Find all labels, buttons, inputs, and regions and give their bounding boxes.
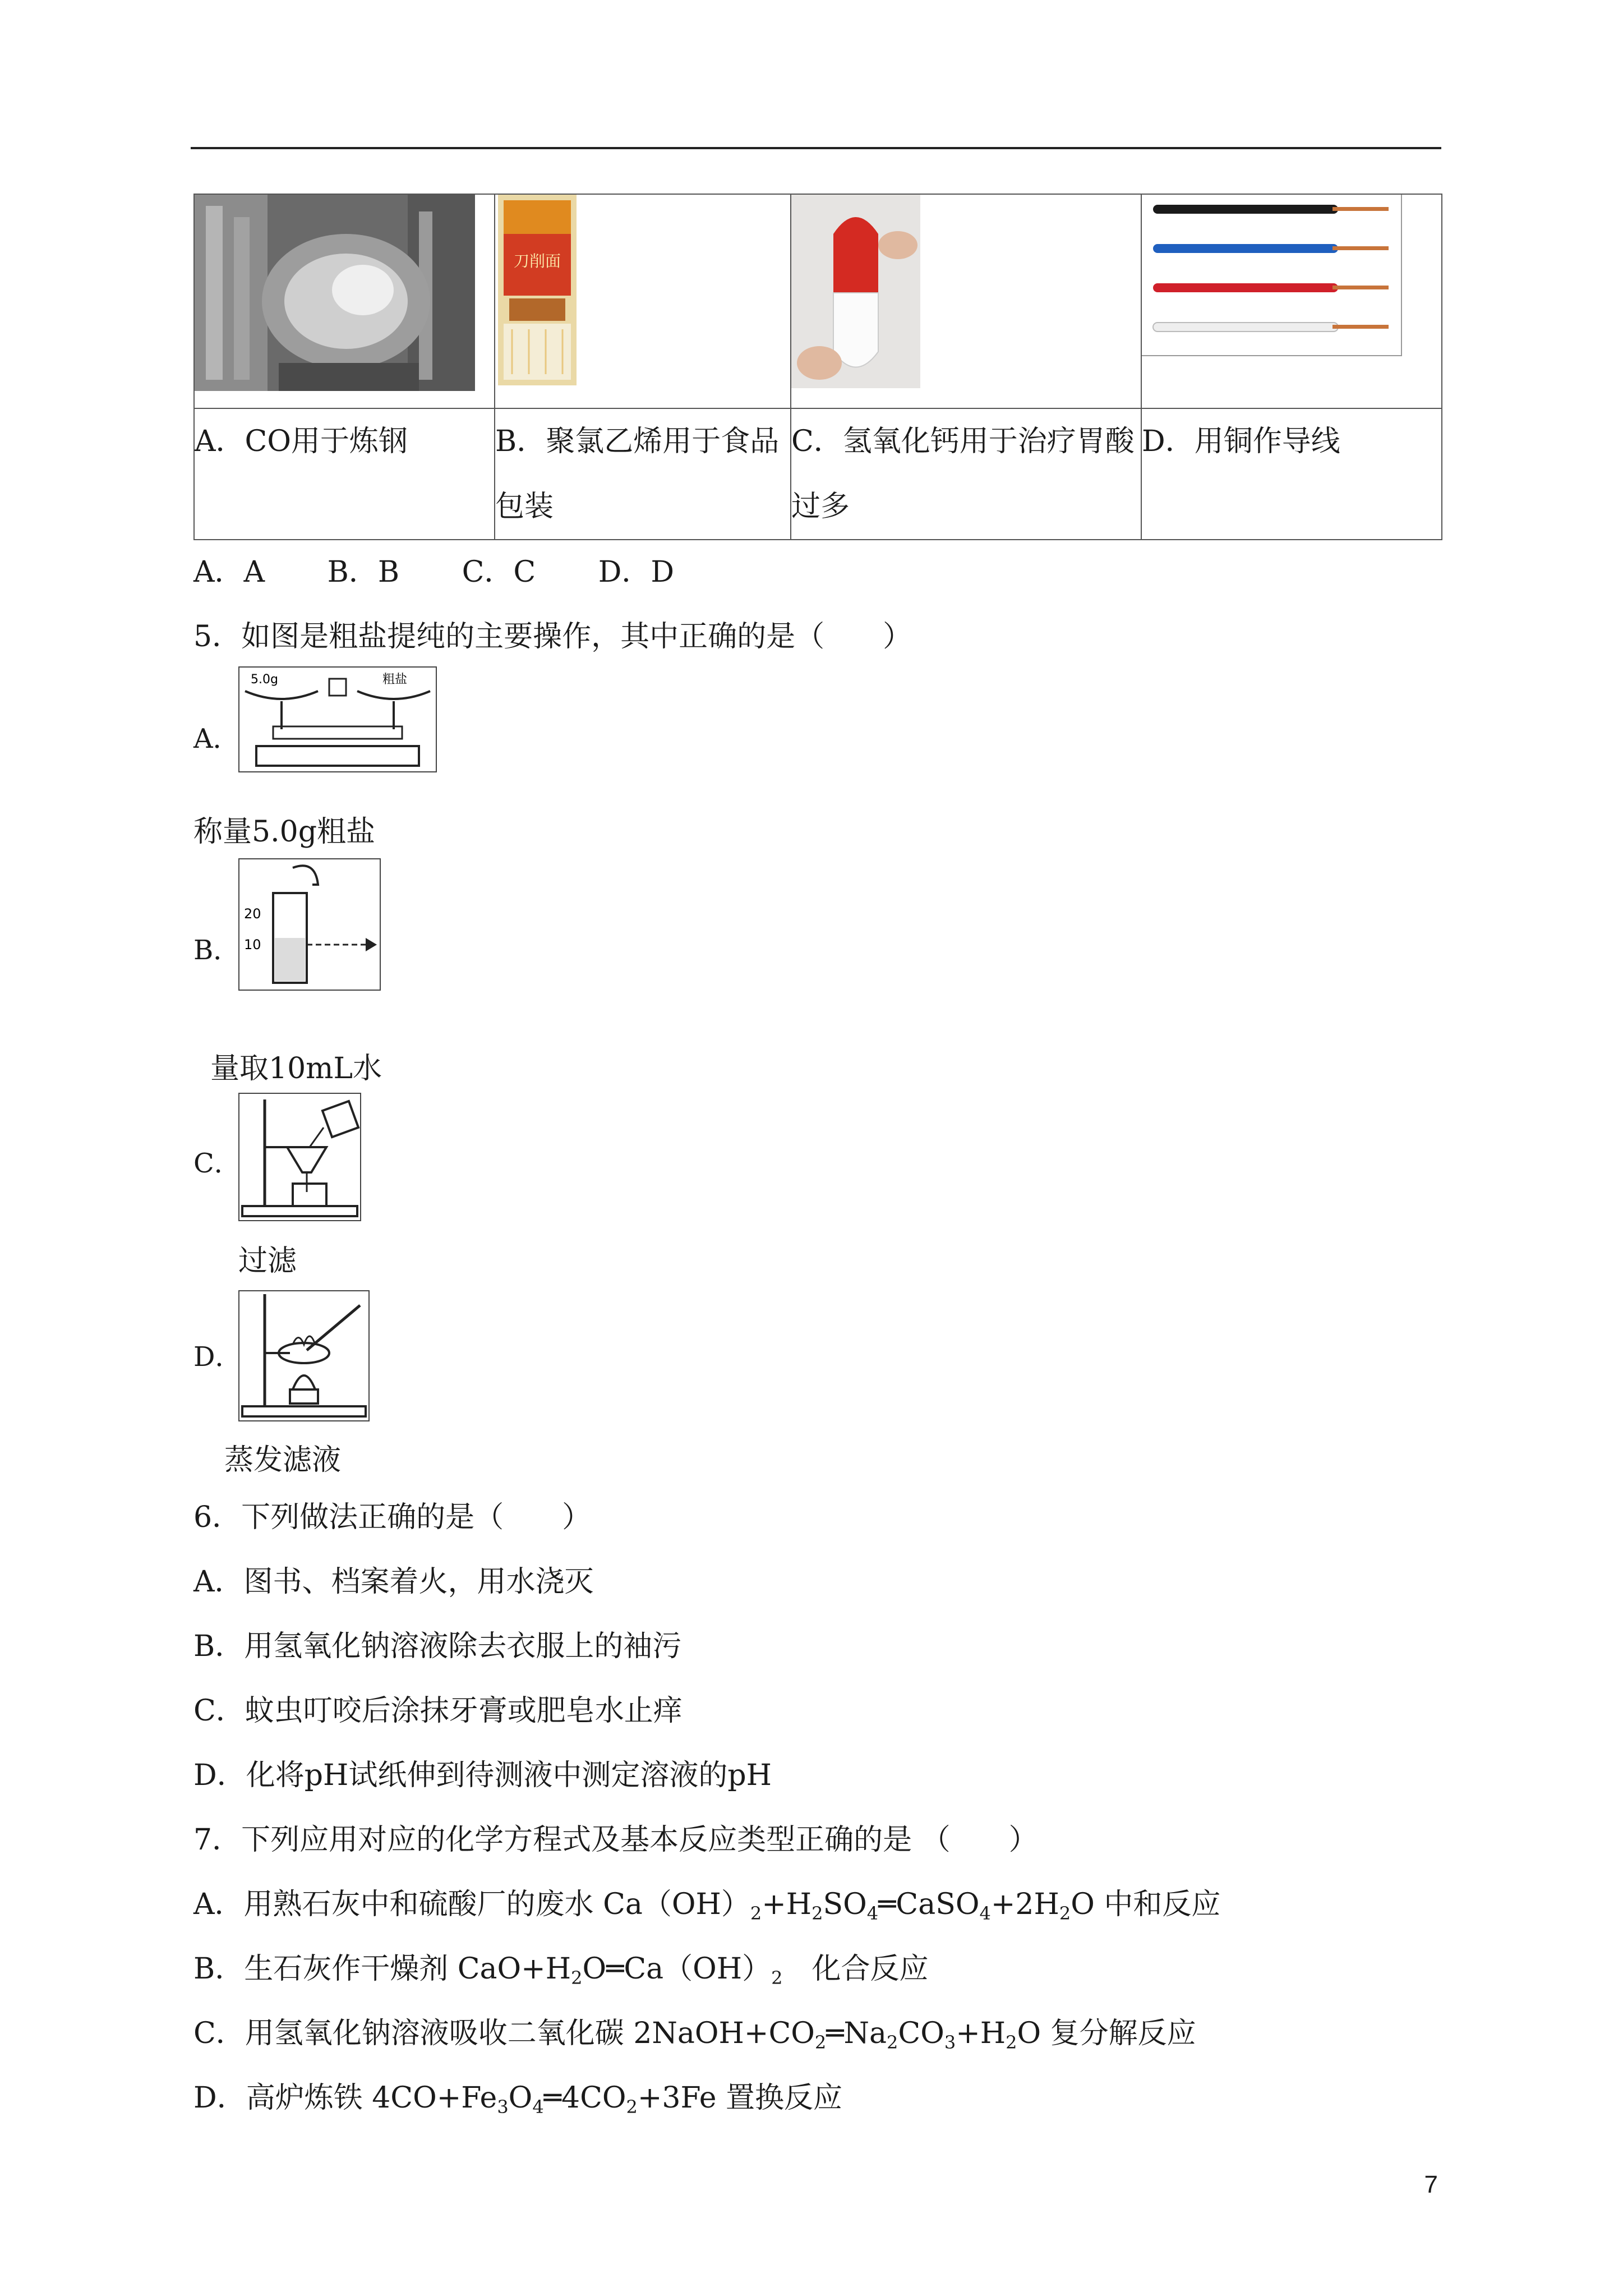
q7-option-d <box>193 2081 842 2124</box>
subscript: 2 <box>811 1903 823 1924</box>
q7-d-text: +3Fe 置换反应 <box>637 2081 843 2115</box>
q7-a-text: SO <box>823 1888 867 1921</box>
q7-d-text: O <box>508 2081 533 2115</box>
subscript: 2 <box>750 1903 762 1924</box>
q4-choice-a: A．A <box>193 555 265 589</box>
q7-a-text: ═CaSO <box>878 1888 980 1921</box>
q7-a-text: +H <box>762 1888 812 1921</box>
cell-image-a <box>194 194 495 408</box>
balance-figure <box>238 666 437 772</box>
q7-stem: 7．下列应用对应的化学方程式及基本反应类型正确的是 （ ） <box>193 1823 1038 1857</box>
q5-option-d-letter: D． <box>193 1341 242 1373</box>
package-brand-text: 刀削面 <box>513 252 561 270</box>
subscript: 4 <box>866 1903 879 1924</box>
q5-option-b-caption: 量取10mL水 <box>210 1052 382 1085</box>
q5-option-d-caption: 蒸发滤液 <box>224 1443 342 1477</box>
q6-option-c: C．蚊虫叮咬后涂抹牙膏或肥皂水止痒 <box>193 1694 683 1728</box>
q7-c-text: +H <box>956 2017 1006 2050</box>
q7-a-text: +2H <box>990 1888 1059 1921</box>
q7-d-text: ═4CO <box>543 2081 626 2115</box>
q4-choices <box>193 555 727 589</box>
q7-b-text: O═Ca（OH） <box>582 1952 772 1986</box>
option-d-label: D．用铜作导线 <box>1141 408 1442 540</box>
q6-option-a: A．图书、档案着火，用水浇灭 <box>193 1565 594 1599</box>
subscript: 4 <box>979 1903 991 1924</box>
q7-d-text: D．高炉炼铁 4CO+Fe <box>193 2081 497 2115</box>
q7-a-text: O 中和反应 <box>1071 1888 1221 1921</box>
subscript: 3 <box>944 2032 956 2053</box>
option-c-label: C．氢氧化钙用于治疗胃酸过多 <box>791 408 1141 540</box>
q7-c-text: O 复分解反应 <box>1017 2017 1196 2050</box>
steel-converter-photo <box>195 195 475 391</box>
q6-stem: 6．下列做法正确的是（ ） <box>193 1501 592 1534</box>
q4-choice-d: D．D <box>598 555 675 589</box>
balance-salt-label: 粗盐 <box>382 673 408 687</box>
subscript: 3 <box>497 2096 509 2118</box>
q4-choice-c: C．C <box>462 555 536 589</box>
header-rule <box>191 147 1441 149</box>
q5-stem: 5．如图是粗盐提纯的主要操作，其中正确的是（ ） <box>193 620 912 654</box>
q4-choice-b: B．B <box>327 555 400 589</box>
cell-image-d <box>1141 194 1442 408</box>
subscript: 2 <box>1006 2032 1017 2053</box>
subscript: 2 <box>1059 1903 1071 1924</box>
option-b-label: B．聚氯乙烯用于食品包装 <box>495 408 791 540</box>
q7-b-text: B．生石灰作干燥剂 CaO+H <box>193 1952 571 1986</box>
evaporation-figure <box>238 1290 370 1421</box>
copper-wires-photo <box>1142 195 1402 356</box>
subscript: 2 <box>571 1967 583 1989</box>
balance-weight-label: 5.0g <box>251 673 278 687</box>
subscript: 2 <box>887 2032 898 2053</box>
subscript: 4 <box>532 2096 544 2118</box>
cylinder-mark-20: 20 <box>244 906 261 922</box>
q7-a-text: A．用熟石灰中和硫酸厂的废水 Ca（OH） <box>193 1888 750 1921</box>
q7-option-c <box>193 2017 1196 2059</box>
q5-option-c-letter: C． <box>193 1148 241 1179</box>
cell-image-b <box>495 194 791 408</box>
subscript: 2 <box>626 2096 638 2118</box>
q5-option-a-caption: 称量5.0g粗盐 <box>193 815 375 849</box>
q7-c-text: C．用氢氧化钠溶液吸收二氧化碳 2NaOH+CO <box>193 2017 815 2050</box>
food-package-photo <box>495 195 579 385</box>
subscript: 2 <box>771 1967 783 1989</box>
capsule-photo <box>791 195 920 388</box>
q7-option-b <box>193 1952 929 1995</box>
q7-b-text: 化合反应 <box>782 1952 929 1986</box>
page-number: 7 <box>1424 2171 1438 2198</box>
q5-option-c-caption: 过滤 <box>238 1244 297 1278</box>
q6-option-b: B．用氢氧化钠溶液除去衣服上的袖污 <box>193 1630 682 1663</box>
cylinder-mark-10: 10 <box>244 937 261 953</box>
q6-option-d: D．化将pH试纸伸到待测液中测定溶液的pH <box>193 1759 772 1792</box>
cylinder-figure <box>238 858 381 991</box>
q5-option-a-letter: A． <box>193 723 240 754</box>
q5-option-b-letter: B． <box>193 935 241 966</box>
filtration-figure <box>238 1093 361 1221</box>
cell-image-c <box>791 194 1141 408</box>
q7-c-text: ═Na <box>826 2017 887 2050</box>
q7-option-a <box>193 1888 1220 1930</box>
options-table <box>193 194 1442 540</box>
option-a-label: A．CO用于炼钢 <box>194 408 495 540</box>
subscript: 2 <box>814 2032 827 2053</box>
q7-c-text: CO <box>898 2017 944 2050</box>
